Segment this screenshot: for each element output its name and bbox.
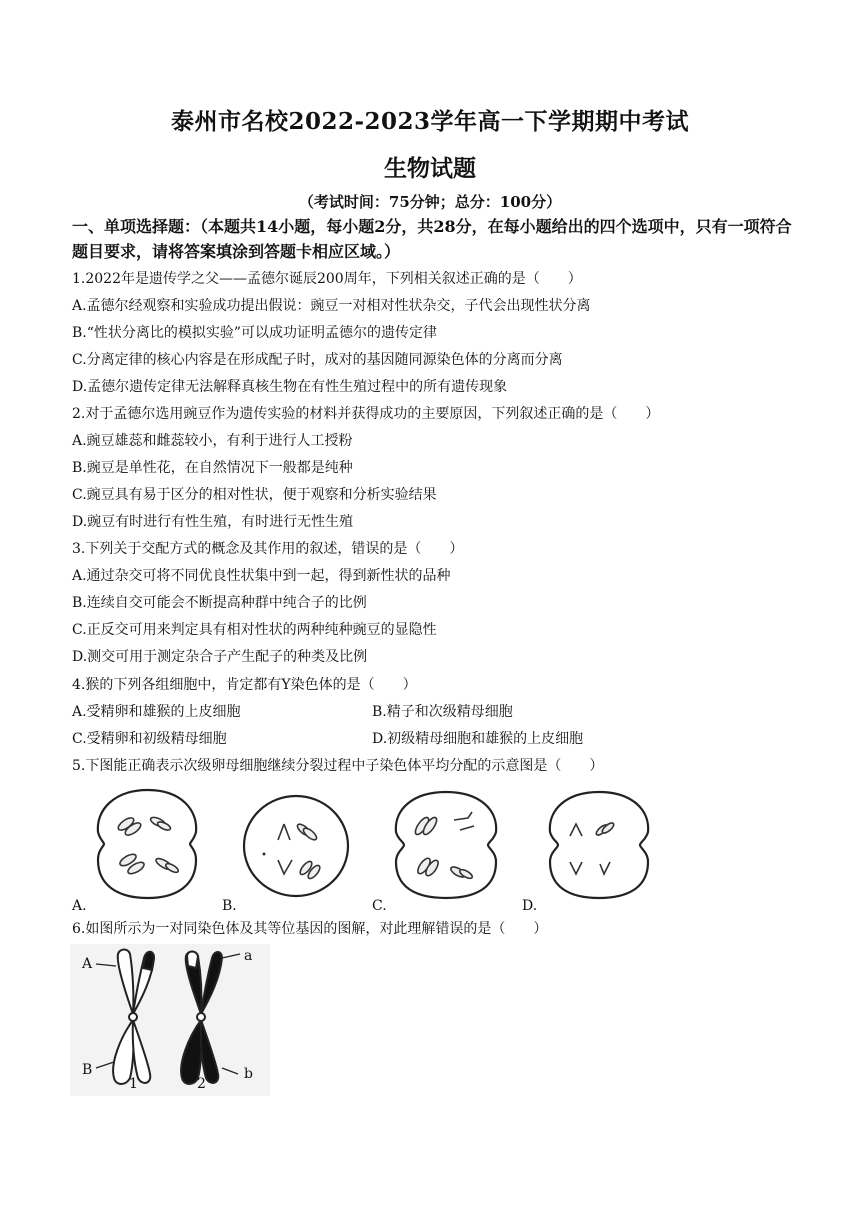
question-4-option-d: D.初级精母细胞和雄猴的上皮细胞	[372, 731, 584, 747]
allele-label-A: A	[82, 956, 93, 972]
question-2-option-d: D.豌豆有时进行有性生殖，有时进行无性生殖	[72, 514, 354, 530]
question-1-stem: 1.2022年是遗传学之父——孟德尔诞辰200周年，下列相关叙述正确的是（ ）	[72, 271, 582, 287]
question-1-option-d: D.孟德尔遗传定律无法解释真核生物在有性生殖过程中的所有遗传现象	[72, 379, 508, 395]
homologous-chromosomes-figure	[70, 944, 270, 1096]
chromosome-number-2: 2	[197, 1076, 206, 1092]
question-1-option-a: A.孟德尔经观察和实验成功提出假说：豌豆一对相对性状杂交，子代会出现性状分离	[72, 298, 591, 314]
question-4-option-c: C.受精卵和初级精母细胞	[72, 731, 227, 747]
cell-option-label-d: D.	[522, 898, 538, 914]
cell-figure-d	[538, 786, 660, 904]
question-2-option-a: A.豌豆雄蕊和雌蕊较小，有利于进行人工授粉	[72, 433, 353, 449]
question-1-option-b: B.“性状分离比的模拟实验”可以成功证明孟德尔的遗传定律	[72, 325, 438, 341]
question-2-option-b: B.豌豆是单性花，在自然情况下一般都是纯种	[72, 460, 353, 476]
cell-option-label-c: C.	[372, 898, 387, 914]
exam-subject: 生物试题	[384, 155, 476, 182]
cell-figure-b	[236, 788, 356, 904]
question-3-option-b: B.连续自交可能会不断提高种群中纯合子的比例	[72, 595, 367, 611]
question-2-option-c: C.豌豆具有易于区分的相对性状，便于观察和分析实验结果	[72, 487, 437, 503]
question-3-option-c: C.正反交可用来判定具有相对性状的两种纯种豌豆的显隐性	[72, 622, 437, 638]
question-4-stem: 4.猴的下列各组细胞中，肯定都有Y染色体的是（ ）	[72, 677, 417, 693]
question-5-stem: 5.下图能正确表示次级卵母细胞继续分裂过程中子染色体平均分配的示意图是（ ）	[72, 758, 604, 774]
question-3-stem: 3.下列关于交配方式的概念及其作用的叙述，错误的是（ ）	[72, 541, 464, 557]
question-2-stem: 2.对于孟德尔选用豌豆作为遗传实验的材料并获得成功的主要原因，下列叙述正确的是（ ）	[72, 406, 660, 422]
exam-title: 泰州市名校2022-2023学年高一下学期期中考试	[170, 108, 690, 135]
cell-figure-c	[384, 786, 508, 904]
section-heading: 一、单项选择题：（本题共14小题，每小题2分，共28分，在每小题给出的四个选项中，只有一项符合题目要求，请将答案填涂到答题卡相应区域。）	[72, 217, 792, 261]
cell-option-label-a: A.	[72, 898, 87, 914]
question-4-option-a: A.受精卵和雄猴的上皮细胞	[72, 704, 241, 720]
allele-label-a: a	[244, 948, 253, 964]
question-3-option-a: A.通过杂交可将不同优良性状集中到一起，得到新性状的品种	[72, 568, 451, 584]
cell-figure-a	[86, 784, 210, 904]
question-6-stem: 6.如图所示为一对同染色体及其等位基因的图解，对此理解错误的是（ ）	[72, 921, 548, 937]
question-1-option-c: C.分离定律的核心内容是在形成配子时，成对的基因随同源染色体的分离而分离	[72, 352, 563, 368]
question-4-option-b: B.精子和次级精母细胞	[372, 704, 513, 720]
exam-info: （考试时间：75分钟；总分：100分）	[298, 193, 562, 211]
question-3-option-d: D.测交可用于测定杂合子产生配子的种类及比例	[72, 649, 368, 665]
allele-label-b: b	[244, 1066, 253, 1082]
cell-option-label-b: B.	[222, 898, 237, 914]
chromosome-number-1: 1	[129, 1076, 138, 1092]
allele-label-B: B	[82, 1062, 93, 1078]
